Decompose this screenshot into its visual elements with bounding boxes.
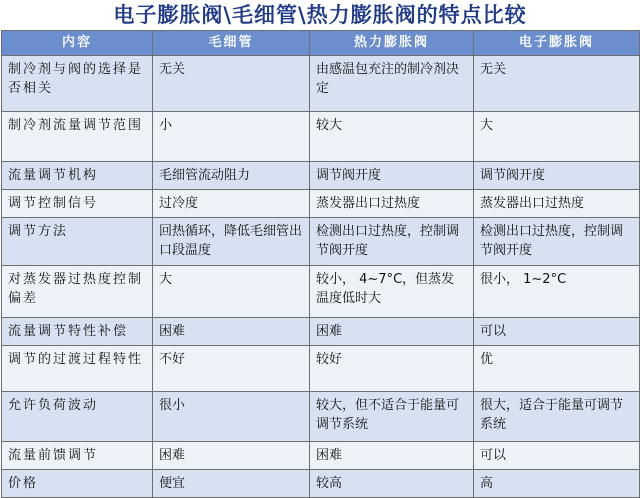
page-title: 电子膨胀阀\毛细管\热力膨胀阀的特点比较: [113, 2, 527, 27]
capillary-cell: 无关: [153, 56, 310, 112]
capillary-cell: 不好: [153, 346, 310, 392]
row-label: 允许负荷波动: [2, 392, 153, 442]
table-row: [2, 318, 640, 346]
thermal-valve-cell: 较好: [310, 346, 474, 392]
electronic-valve-cell: 可以: [474, 442, 640, 470]
electronic-valve-cell: 高: [474, 470, 640, 498]
electronic-valve-cell: 调节阀开度: [474, 162, 640, 190]
row-label: 制冷剂与阀的选择是否相关: [2, 56, 153, 112]
thermal-valve-cell: 检测出口过热度，控制调节阀开度: [310, 218, 474, 266]
row-label: 流量调节机构: [2, 162, 153, 190]
thermal-valve-cell: 困难: [310, 442, 474, 470]
electronic-valve-cell: 无关: [474, 56, 640, 112]
capillary-cell: 毛细管流动阻力: [153, 162, 310, 190]
row-label: 对蒸发器过热度控制偏差: [2, 266, 153, 318]
capillary-cell: 大: [153, 266, 310, 318]
thermal-valve-cell: 调节阀开度: [310, 162, 474, 190]
thermal-valve-cell: 困难: [310, 318, 474, 346]
capillary-cell: 很小: [153, 392, 310, 442]
thermal-valve-cell: 较高: [310, 470, 474, 498]
table-row: [2, 218, 640, 266]
table-row: [2, 56, 640, 112]
capillary-cell: 过冷度: [153, 190, 310, 218]
table-row: [2, 190, 640, 218]
electronic-valve-cell: 检测出口过热度，控制调节阀开度: [474, 218, 640, 266]
electronic-valve-cell: 很大，适合于能量可调节系统: [474, 392, 640, 442]
row-label: 调节控制信号: [2, 190, 153, 218]
header-thermal-valve: 热力膨胀阀: [310, 31, 474, 56]
header-capillary: 毛细管: [153, 31, 310, 56]
comparison-table: [1, 30, 640, 498]
header-content: 内容: [2, 31, 153, 56]
thermal-valve-cell: 较小， 4~7°C，但蒸发温度低时大: [310, 266, 474, 318]
electronic-valve-cell: 很小， 1~2°C: [474, 266, 640, 318]
capillary-cell: 回热循环，降低毛细管出口段温度: [153, 218, 310, 266]
row-label: 调节方法: [2, 218, 153, 266]
row-label: 调节的过渡过程特性: [2, 346, 153, 392]
electronic-valve-cell: 优: [474, 346, 640, 392]
row-label: 价格: [2, 470, 153, 498]
header-electronic-valve: 电子膨胀阀: [474, 31, 640, 56]
electronic-valve-cell: 可以: [474, 318, 640, 346]
thermal-valve-cell: 较大，但不适合于能量可调节系统: [310, 392, 474, 442]
thermal-valve-cell: 蒸发器出口过热度: [310, 190, 474, 218]
electronic-valve-cell: 蒸发器出口过热度: [474, 190, 640, 218]
thermal-valve-cell: 由感温包充注的制冷剂决定: [310, 56, 474, 112]
capillary-cell: 困难: [153, 318, 310, 346]
table-row: [2, 162, 640, 190]
table-row: [2, 112, 640, 162]
table-row: [2, 266, 640, 318]
capillary-cell: 小: [153, 112, 310, 162]
table-header-row: [2, 31, 640, 56]
electronic-valve-cell: 大: [474, 112, 640, 162]
row-label: 流量调节特性补偿: [2, 318, 153, 346]
table-row: [2, 392, 640, 442]
table-row: [2, 346, 640, 392]
row-label: 流量前馈调节: [2, 442, 153, 470]
capillary-cell: 便宜: [153, 470, 310, 498]
thermal-valve-cell: 较大: [310, 112, 474, 162]
capillary-cell: 困难: [153, 442, 310, 470]
row-label: 制冷剂流量调节范围: [2, 112, 153, 162]
table-row: [2, 442, 640, 470]
